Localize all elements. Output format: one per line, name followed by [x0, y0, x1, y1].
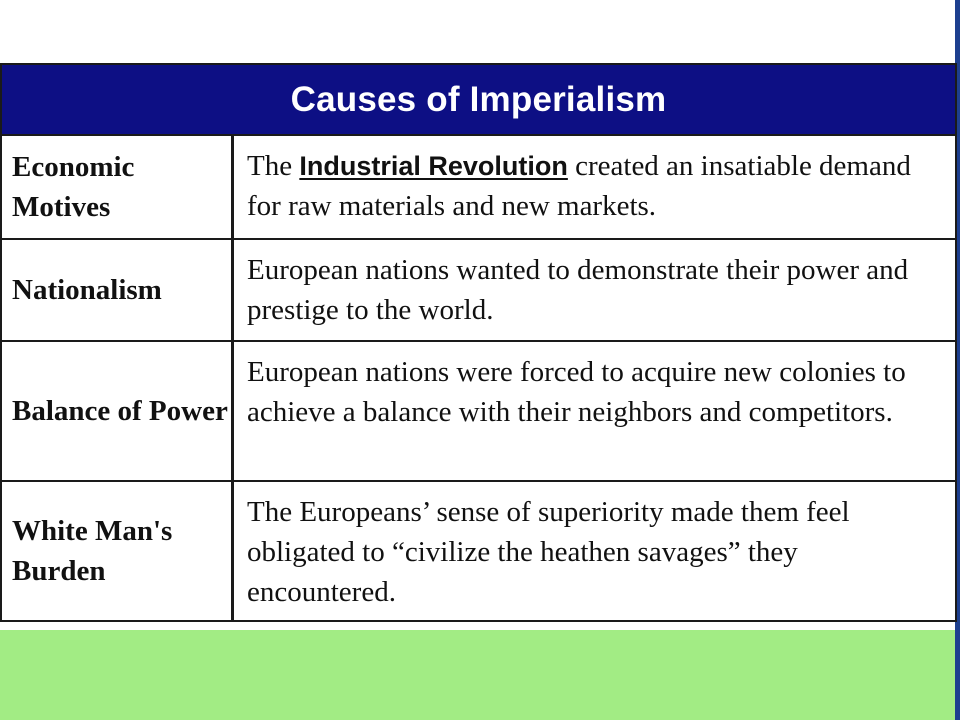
- row-description: European nations wanted to demonstrate their power and prestige to the world.: [247, 254, 909, 326]
- description-suffix: created an insatiable demand for raw materials and new markets.: [247, 150, 911, 222]
- description-prefix: The: [247, 150, 300, 182]
- row-description: The Europeans’ sense of superiority made them feel obligated to “civilize the heathen savages” they encountered.: [247, 496, 850, 608]
- causes-table: [0, 63, 957, 622]
- table-row-nationalism: [2, 240, 955, 342]
- row-label: Nationalism: [2, 240, 234, 340]
- table-row-economic: [2, 136, 955, 240]
- row-label: Balance of Power: [2, 342, 234, 480]
- green-footer-band: [0, 630, 960, 720]
- row-label: Economic Motives: [2, 136, 234, 238]
- row-description: [237, 136, 955, 238]
- row-label: White Man's Burden: [2, 482, 234, 620]
- table-row-balance-of-power: [2, 342, 955, 482]
- table-title: Causes of Imperialism: [2, 65, 955, 136]
- emphasized-term: Industrial Revolution: [299, 151, 568, 181]
- table-row-white-mans-burden: [2, 482, 955, 620]
- row-description: European nations were forced to acquire new colonies to achieve a balance with their neighbors and competitors.: [247, 356, 906, 428]
